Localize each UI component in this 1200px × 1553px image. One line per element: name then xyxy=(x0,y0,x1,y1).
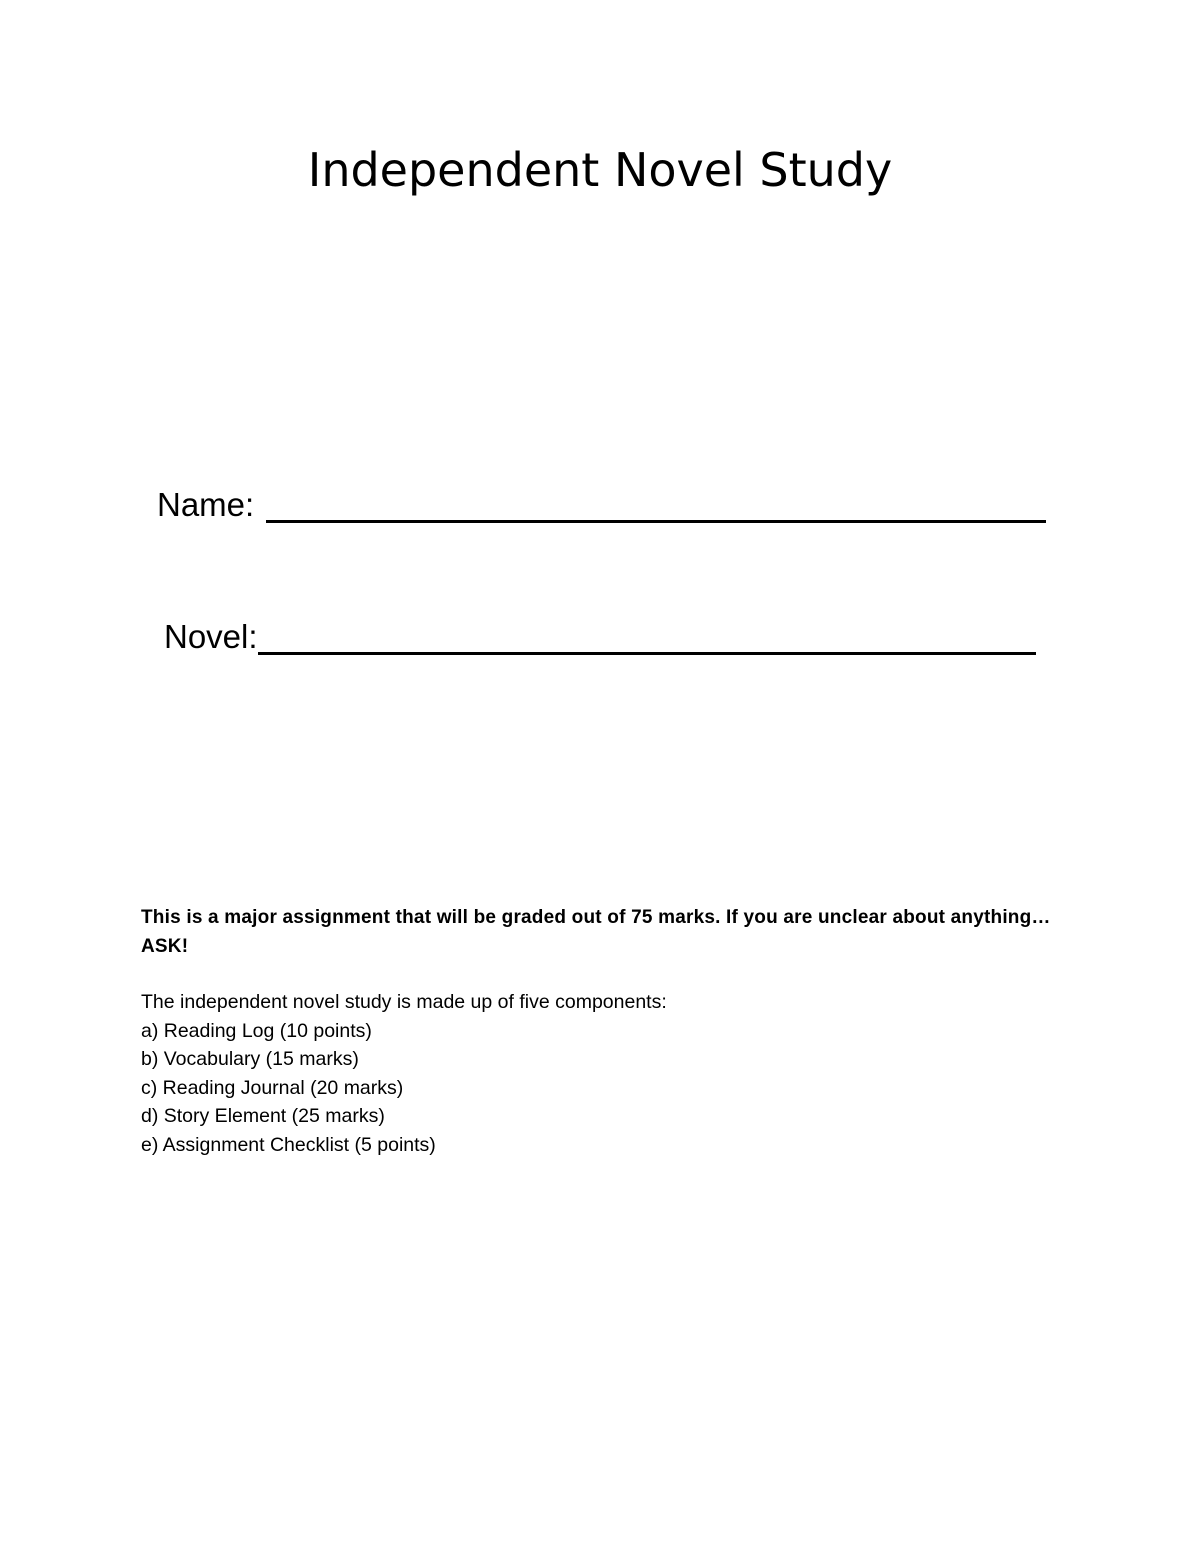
component-item: e) Assignment Checklist (5 points) xyxy=(141,1133,436,1156)
components-section xyxy=(141,988,1061,1159)
component-item: c) Reading Journal (20 marks) xyxy=(141,1076,404,1099)
novel-blank-line xyxy=(258,652,1036,655)
document-title: Independent Novel Study xyxy=(307,143,893,197)
name-label: Name: xyxy=(157,486,255,523)
novel-label: Novel: xyxy=(164,618,258,655)
name-blank-line xyxy=(266,520,1046,523)
name-field xyxy=(157,485,1046,525)
assignment-notice: This is a major assignment that will be graded out of 75 marks. If you are unclear about anything…ASK! xyxy=(141,907,1051,957)
component-item: b) Vocabulary (15 marks) xyxy=(141,1048,359,1070)
component-item: a) Reading Log (10 points) xyxy=(141,1019,372,1042)
component-item: d) Story Element (25 marks) xyxy=(141,1105,385,1127)
components-list xyxy=(141,1017,1061,1160)
components-intro: The independent novel study is made up of five components: xyxy=(141,991,667,1013)
novel-field xyxy=(164,617,1036,657)
